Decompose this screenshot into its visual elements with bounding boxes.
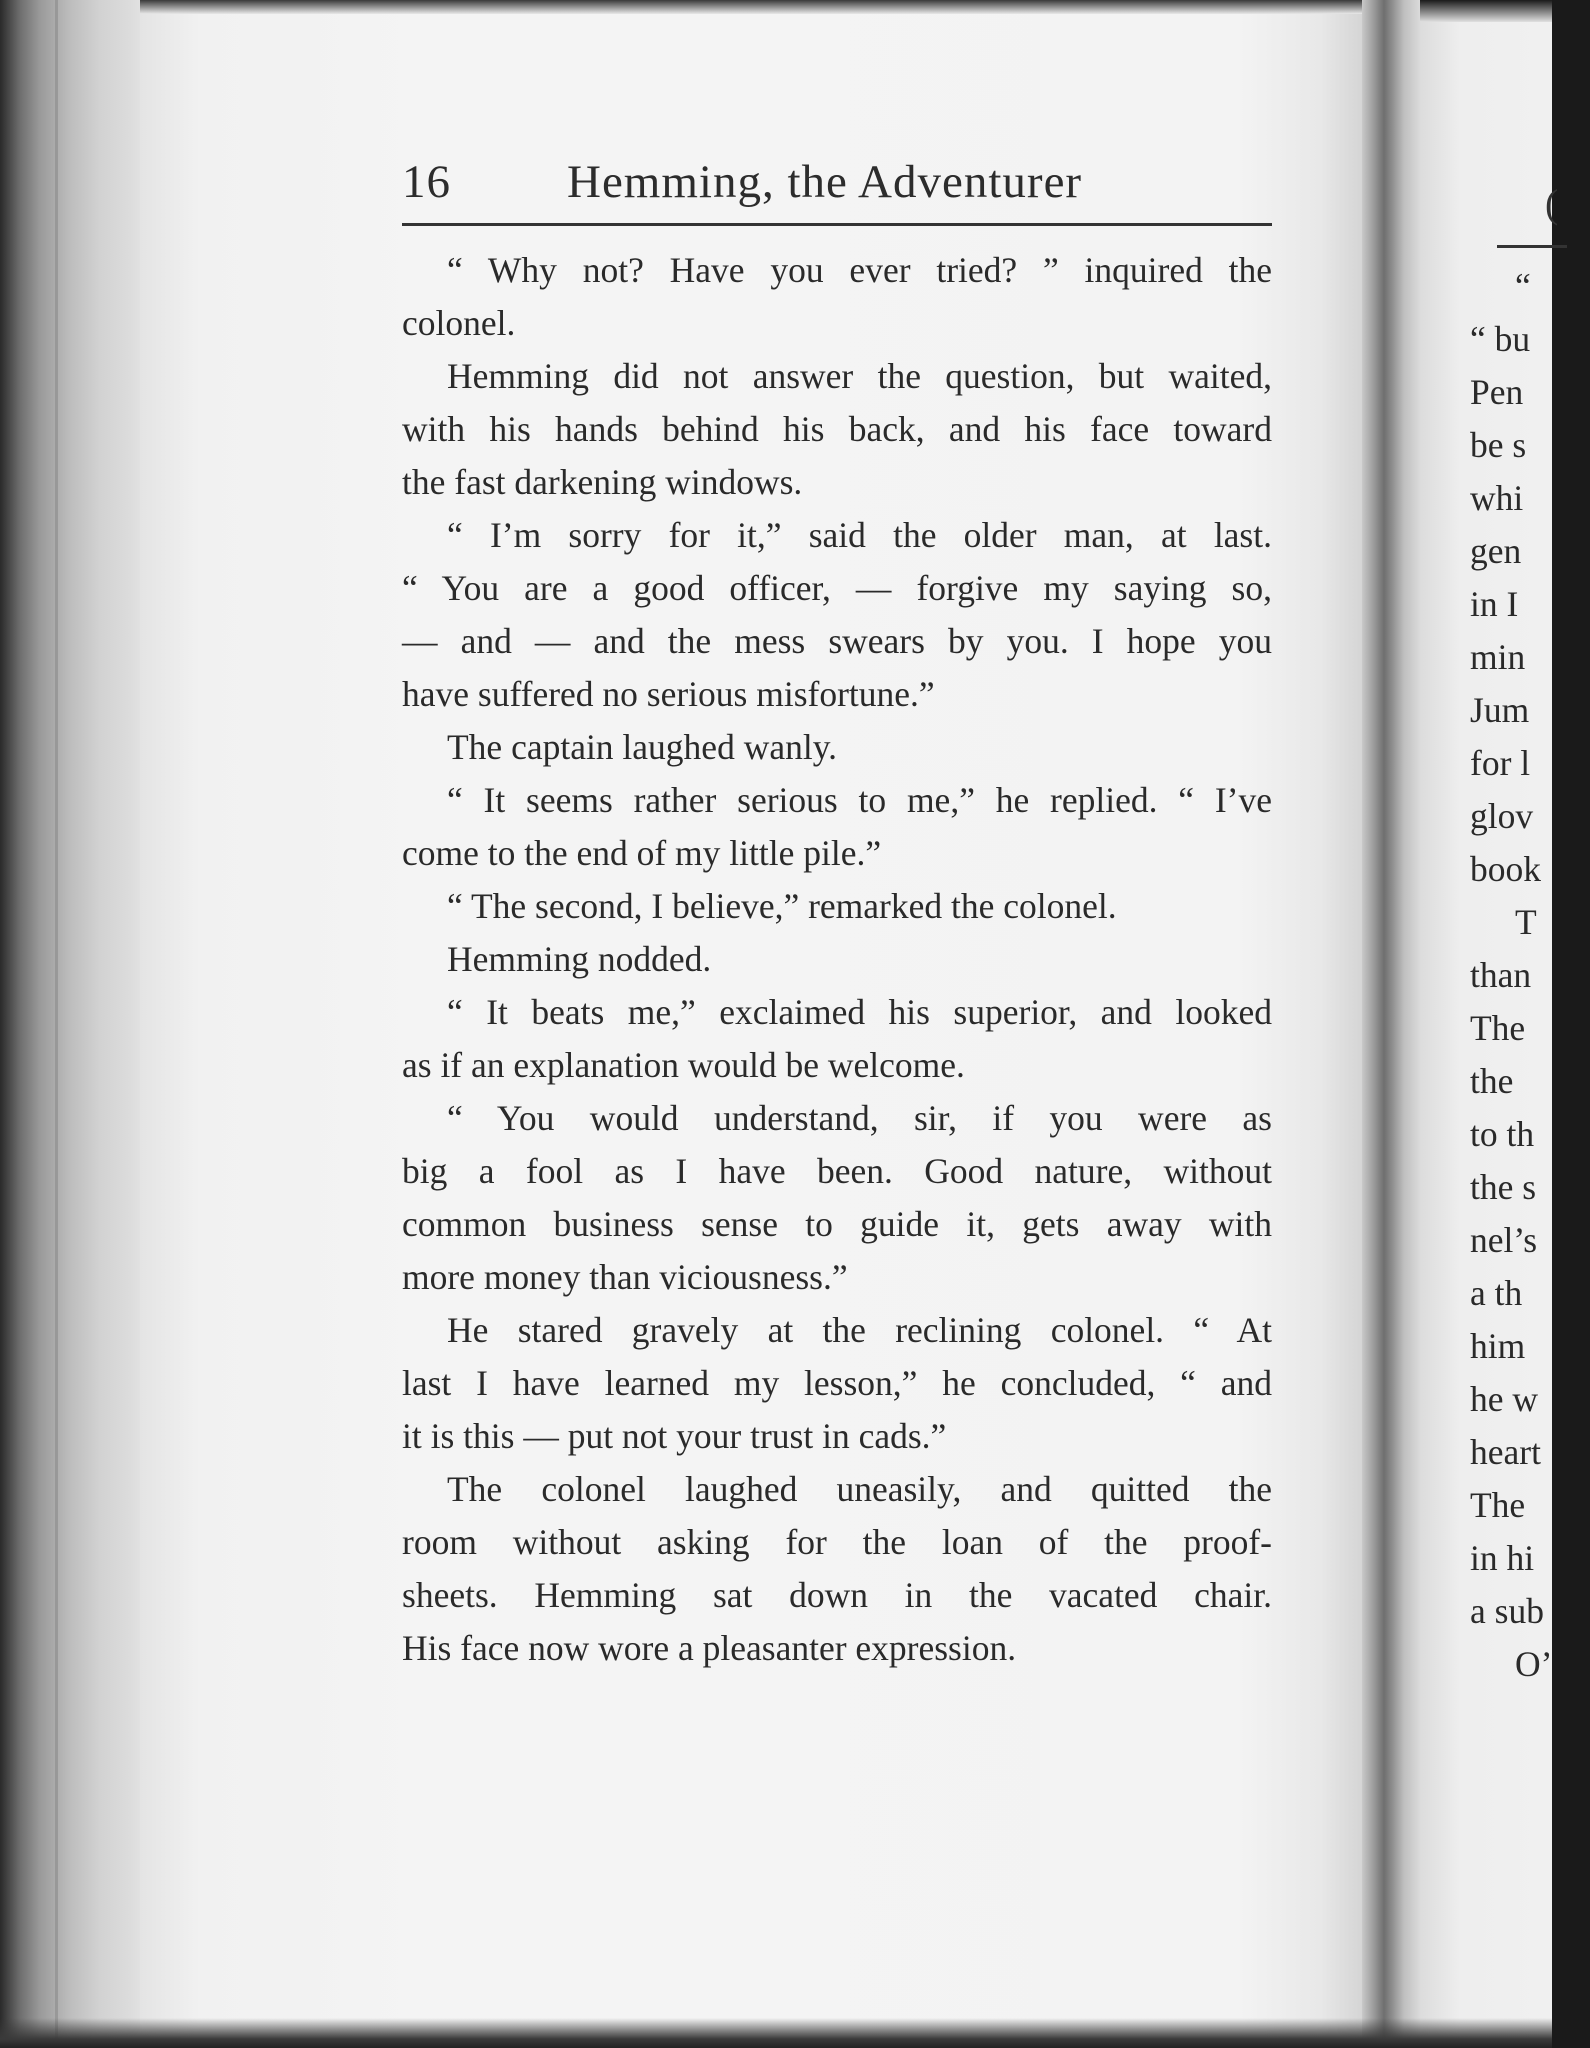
- right-text-line: heart: [1470, 1432, 1541, 1472]
- text-line: “ You would understand, sir, if you were as: [447, 1098, 1272, 1138]
- text-line: common business sense to guide it, gets away with: [402, 1204, 1272, 1244]
- text-line: with his hands behind his back, and his face toward: [402, 409, 1272, 449]
- right-text-line: book: [1470, 849, 1541, 889]
- right-text-line: whi: [1470, 478, 1524, 518]
- text-line: “ It beats me,” exclaimed his superior, and looked: [447, 992, 1272, 1032]
- text-line: the fast darkening windows.: [402, 462, 803, 502]
- right-page-text: [1470, 260, 1590, 1691]
- text-line: as if an explanation would be welcome.: [402, 1045, 965, 1085]
- right-text-line: The: [1470, 1485, 1526, 1525]
- text-line: “ I’m sorry for it,” said the older man, at last.: [447, 515, 1272, 555]
- text-line: more money than viciousness.”: [402, 1257, 848, 1297]
- right-text-line: the: [1470, 1061, 1514, 1101]
- right-text-line: The: [1470, 1008, 1526, 1048]
- right-text-line: in hi: [1470, 1538, 1535, 1578]
- text-line: last I have learned my lesson,” he concluded, “ and: [402, 1363, 1272, 1403]
- right-text-line: min: [1470, 637, 1526, 677]
- text-line: “ The second, I believe,” remarked the colonel.: [447, 886, 1117, 926]
- page-number: 16: [402, 156, 451, 208]
- right-text-line: Jum: [1470, 690, 1530, 730]
- right-text-line: nel’s: [1470, 1220, 1538, 1260]
- text-line: He stared gravely at the reclining colonel. “ At: [447, 1310, 1272, 1350]
- right-text-line: he w: [1470, 1379, 1539, 1419]
- text-line: room without asking for the loan of the proof-: [402, 1522, 1272, 1562]
- right-text-line: the s: [1470, 1167, 1537, 1207]
- text-line: come to the end of my little pile.”: [402, 833, 882, 873]
- page-text: [402, 244, 1272, 1675]
- right-text-line: glov: [1470, 796, 1534, 836]
- right-text-line: than: [1470, 955, 1532, 995]
- right-text-line: be s: [1470, 425, 1527, 465]
- text-line: “ You are a good officer, — forgive my saying so,: [402, 568, 1272, 608]
- text-line: Hemming did not answer the question, but waited,: [447, 356, 1272, 396]
- text-line: — and — and the mess swears by you. I hope you: [402, 621, 1272, 661]
- right-text-line: T: [1515, 902, 1537, 942]
- text-line: Hemming nodded.: [447, 939, 712, 979]
- right-text-line: gen: [1470, 531, 1522, 571]
- right-page-header-fragment: (: [1545, 181, 1559, 226]
- text-line: The captain laughed wanly.: [447, 727, 838, 767]
- running-title: Hemming, the Adventurer: [567, 156, 1083, 208]
- right-text-line: a th: [1470, 1273, 1523, 1313]
- text-line: His face now wore a pleasanter expression.: [402, 1628, 1017, 1668]
- text-line: “ It seems rather serious to me,” he replied. “ I’ve: [447, 780, 1272, 820]
- text-line: “ Why not? Have you ever tried? ” inquired the: [447, 250, 1272, 290]
- text-line: sheets. Hemming sat down in the vacated chair.: [402, 1575, 1272, 1615]
- right-text-line: him: [1470, 1326, 1526, 1366]
- right-text-line: in I: [1470, 584, 1519, 624]
- right-text-line: Pen: [1470, 372, 1524, 412]
- book-binding-left: [0, 0, 150, 2048]
- page-bottom-edge: [0, 2018, 1552, 2048]
- right-text-line: for l: [1470, 743, 1531, 783]
- right-text-line: “ bu: [1470, 319, 1531, 359]
- right-text-line: to th: [1470, 1114, 1535, 1154]
- right-text-line: O’: [1515, 1644, 1553, 1684]
- right-page-header-rule: [1497, 245, 1567, 248]
- text-line: colonel.: [402, 303, 516, 343]
- text-line: have suffered no serious misfortune.”: [402, 674, 935, 714]
- right-text-line: “: [1515, 266, 1531, 306]
- text-line: it is this — put not your trust in cads.”: [402, 1416, 947, 1456]
- header-rule: [402, 223, 1272, 226]
- right-text-line: a sub: [1470, 1591, 1544, 1631]
- text-line: big a fool as I have been. Good nature, without: [402, 1151, 1272, 1191]
- text-line: The colonel laughed uneasily, and quitted the: [447, 1469, 1272, 1509]
- book-gutter: [1362, 0, 1422, 2048]
